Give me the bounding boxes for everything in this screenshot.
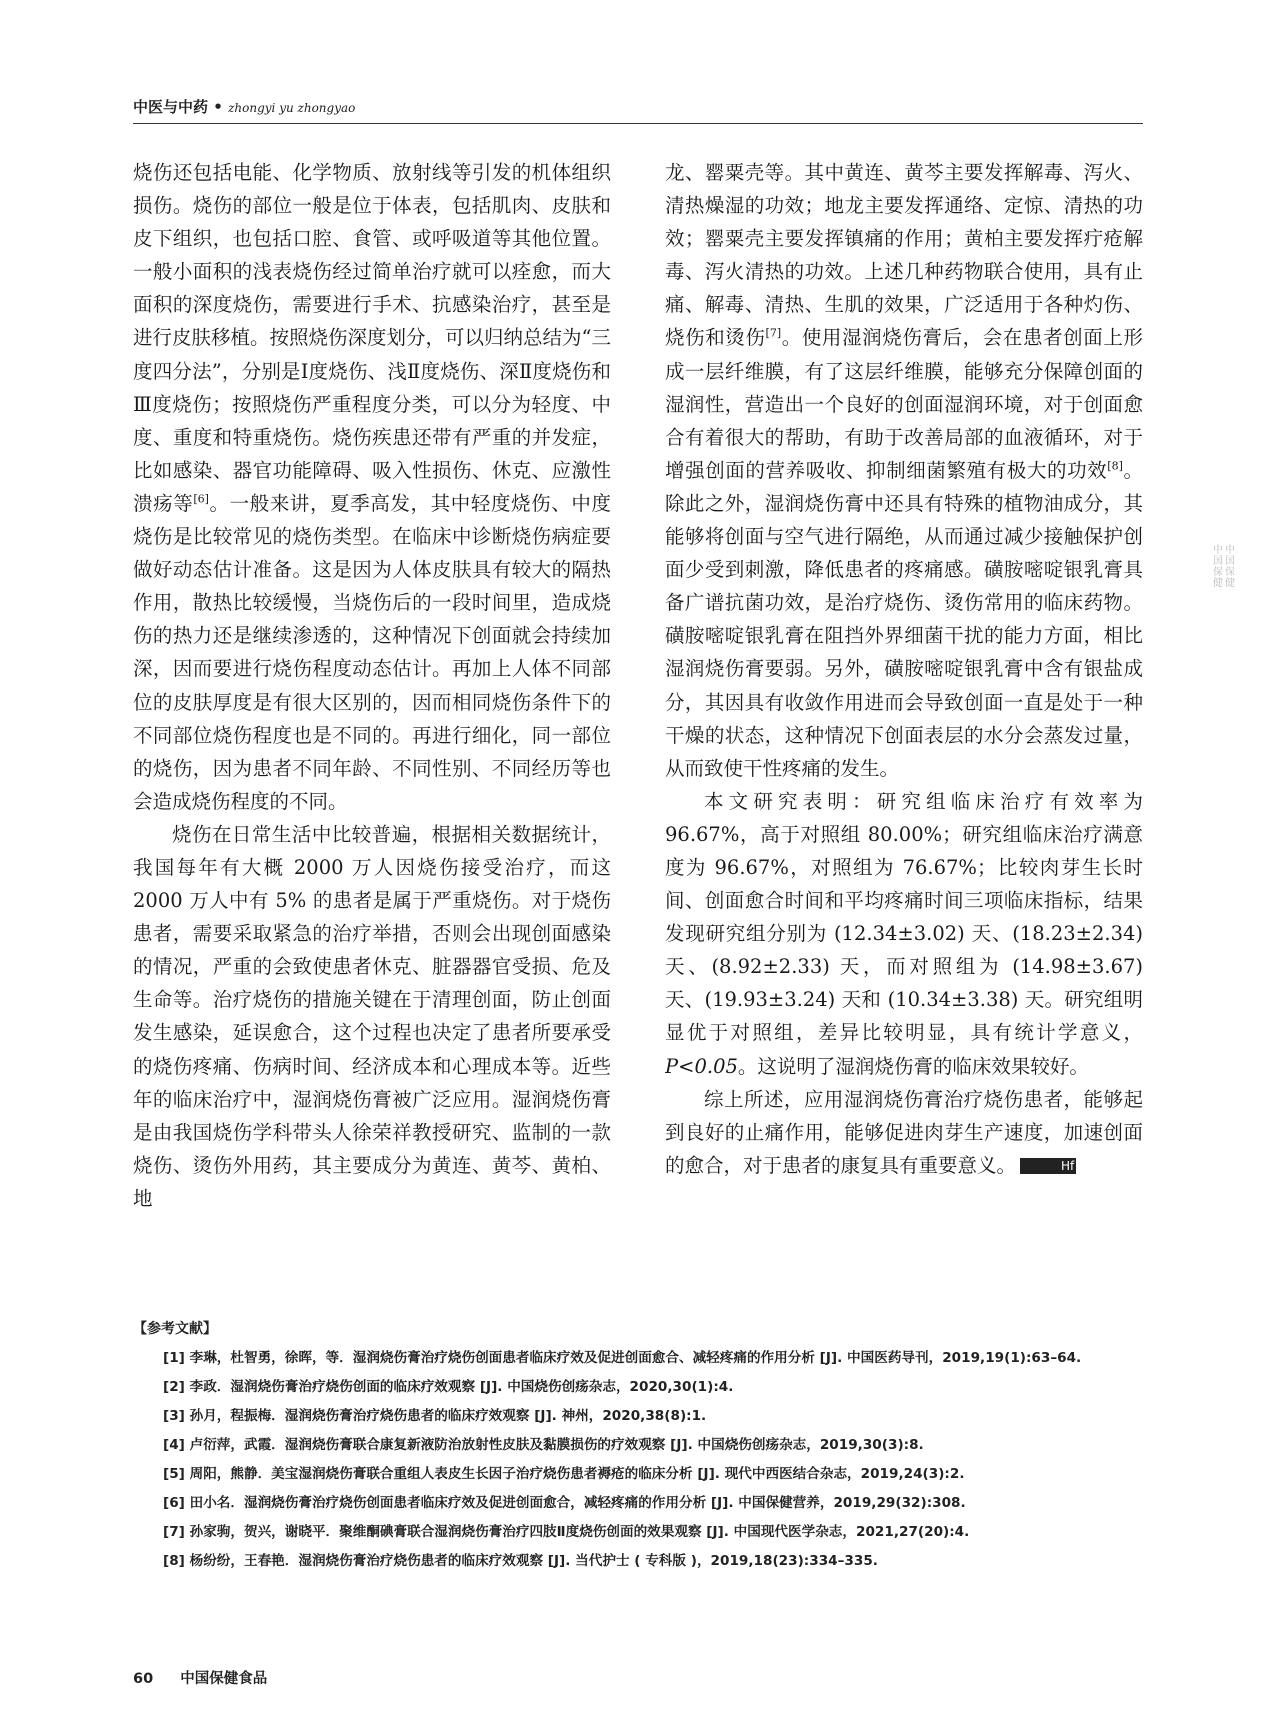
reference-item: [6] 田小名．湿润烧伤膏治疗烧伤创面患者临床疗效及促进创面愈合，减轻疼痛的作用分析 [J]. 中国保健营养，2019,29(32):308. xyxy=(163,1495,966,1511)
reference-item: [8] 杨纷纷，王春艳．湿润烧伤膏治疗烧伤患者的临床疗效观察 [J]. 当代护士 ( 专科版 )，2019,18(23):334–335. xyxy=(163,1553,878,1569)
reference-item: [5] 周阳，熊静．美宝湿润烧伤膏联合重组人表皮生长因子治疗烧伤患者褥疮的临床分析 [J]. 现代中西医结合杂志，2019,24(3):2. xyxy=(163,1466,965,1482)
running-header xyxy=(133,96,1143,117)
right-column xyxy=(665,156,1143,1286)
right-paragraph-3 xyxy=(665,1083,1143,1182)
references xyxy=(133,1315,1143,1576)
right-paragraph-1 xyxy=(665,156,1143,785)
section-title: 中医与中药 xyxy=(133,98,209,116)
right-p1-mid: 。使用湿润烧伤膏后，会在患者创面上形成一层纤维膜，有了这层纤维膜，能够充分保障创面的湿润性，营造出一个良好的创面湿润环境，对于创面愈合有着很大的帮助，有助于改善局部的血液循环，对于增强创面的营养吸收、抑制细菌繁殖有极大的功效 xyxy=(665,326,1143,482)
right-p3-text: 综上所述，应用湿润烧伤膏治疗烧伤患者，能够起到良好的止痛作用，能够促进肉芽生产速度，加速创面的愈合，对于患者的康复具有重要意义。 xyxy=(665,1087,1143,1177)
right-p1-end: 。除此之外，湿润烧伤膏中还具有特殊的植物油成分，其能够将创面与空气进行隔绝，从而通过减少接触保护创面少受到刺激，降低患者的疼痛感。磺胺嘧啶银乳膏具备广谱抗菌功效，是治疗烧伤、烫伤常用的临床药物。磺胺嘧啶银乳膏在阻挡外界细菌干扰的能力方面，相比湿润烧伤膏要弱。另外，磺胺嘧啶银乳膏中含有银盐成分，其因具有收敛作用进而会导致创面一直是处于一种干燥的状态，这种情况下创面表层的水分会蒸发过量，从而致使干性疼痛的发生。 xyxy=(665,458,1143,780)
header-rule xyxy=(133,123,1143,124)
reference-item: [4] 卢衍萍，武霞．湿润烧伤膏联合康复新液防治放射性皮肤及黏膜损伤的疗效观察 [J]. 中国烧伤创疡杂志，2019,30(3):8. xyxy=(163,1437,924,1453)
references-title: 【参考文献】 xyxy=(133,1321,217,1337)
left-paragraph-2: 烧伤在日常生活中比较普遍，根据相关数据统计，我国每年有大概 2000 万人因烧伤接受治疗，而这 2000 万人中有 5% 的患者是属于严重烧伤。对于烧伤患者，需要采取紧急的治疗举措，否则会出现创面感染的情况，严重的会致使患者休克、脏器器官受损、危及生命等。治疗烧伤的措施关键在于清理创面，防止创面发生感染，延误愈合，这个过程也决定了患者所要承受的烧伤疼痛、伤病时间、经济成本和心理成本等。近些年的临床治疗中，湿润烧伤膏被广泛应用。湿润烧伤膏是由我国烧伤学科带头人徐荣祥教授研究、监制的一款烧伤、烫伤外用药，其主要成分为黄连、黄芩、黄柏、地 xyxy=(133,822,611,1210)
right-p1-text: 龙、罂粟壳等。其中黄连、黄芩主要发挥解毒、泻火、清热燥湿的功效；地龙主要发挥通络、定惊、清热的功效；罂粟壳主要发挥镇痛的作用；黄柏主要发挥疔疮解毒、泻火清热的功效。上述几种药物联合使用，具有止痛、解毒、清热、生肌的效果，广泛适用于各种灼伤、烧伤和烫伤 xyxy=(665,161,1143,350)
reference-item: [7] 孙家驹，贺兴，谢晓平．聚维酮碘膏联合湿润烧伤膏治疗四肢Ⅱ度烧伤创面的效果观察 [J]. 中国现代医学杂志，2021,27(20):4. xyxy=(163,1524,970,1540)
right-paragraph-2 xyxy=(665,785,1143,1083)
citation-8: [8] xyxy=(1107,459,1123,473)
page-number: 60 xyxy=(133,1671,154,1687)
p-value: P<0.05 xyxy=(665,1054,738,1078)
left-paragraph-1 xyxy=(133,156,611,818)
left-p1-text: 烧伤还包括电能、化学物质、放射线等引发的机体组织损伤。烧伤的部位一般是位于体表，包括肌肉、皮肤和皮下组织，也包括口腔、食管、或呼吸道等其他位置。一般小面积的浅表烧伤经过简单治疗就可以痊愈，而大面积的深度烧伤，需要进行手术、抗感染治疗，甚至是进行皮肤移植。按照烧伤深度划分，可以归纳总结为“三度四分法”，分别是Ⅰ度烧伤、浅Ⅱ度烧伤、深Ⅱ度烧伤和Ⅲ度烧伤；按照烧伤严重程度分类，可以分为轻度、中度、重度和特重烧伤。烧伤疾患还带有严重的并发症，比如感染、器官功能障碍、吸入性损伤、休克、应激性溃疡等 xyxy=(133,161,611,515)
reference-item: [3] 孙月，程振梅．湿润烧伤膏治疗烧伤患者的临床疗效观察 [J]. 神州，2020,38(8):1. xyxy=(163,1408,707,1424)
header-separator: • xyxy=(213,98,223,116)
side-watermark: 中 国 保 健中 国 保 健 xyxy=(1213,545,1235,589)
journal-name: 中国保健食品 xyxy=(180,1671,268,1687)
right-p2-text: 本文研究表明：研究组临床治疗有效率为 96.67%，高于对照组 80.00%；研究组临床治疗满意度为 96.67%，对照组为 76.67%；比较肉芽生长时间、创面愈合时间和平均疼痛时间三项临床指标，结果发现研究组分别为 (12.34±3.02) 天、(18.23±2.34) 天、(8.92±2.33) 天，而对照组为 (14.98±3.67) 天、(19.93±3.24) 天和 (10.34±3.38) 天。研究组明显优于对照组，差异比较明显，具有统计学意义， xyxy=(665,789,1143,1045)
section-pinyin: zhongyi yu zhongyao xyxy=(228,101,356,115)
reference-item: [1] 李琳，杜智勇，徐晖，等．湿润烧伤膏治疗烧伤创面患者临床疗效及促进创面愈合、减轻疼痛的作用分析 [J]. 中国医药导刊，2019,19(1):63–64. xyxy=(163,1350,1082,1366)
end-mark: Hf xyxy=(1020,1158,1076,1174)
citation-6: [6] xyxy=(193,492,209,506)
left-column xyxy=(133,156,611,1286)
reference-item: [2] 李政．湿润烧伤膏治疗烧伤创面的临床疗效观察 [J]. 中国烧伤创疡杂志，2020,30(1):4. xyxy=(163,1379,734,1395)
left-p1-end: 。一般来讲，夏季高发，其中轻度烧伤、中度烧伤是比较常见的烧伤类型。在临床中诊断烧伤病症要做好动态估计准备。这是因为人体皮肤具有较大的隔热作用，散热比较缓慢，当烧伤后的一段时间里，造成烧伤的热力还是继续渗透的，这种情况下创面就会持续加深，因而要进行烧伤程度动态估计。再加上人体不同部位的皮肤厚度是有很大区别的，因而相同烧伤条件下的不同部位烧伤程度也是不同的。再进行细化，同一部位的烧伤，因为患者不同年龄、不同性别、不同经历等也会造成烧伤程度的不同。 xyxy=(133,491,611,813)
page-footer xyxy=(133,1667,733,1688)
citation-7: [7] xyxy=(765,326,782,340)
right-p2-end: 。这说明了湿润烧伤膏的临床效果较好。 xyxy=(737,1054,1089,1078)
